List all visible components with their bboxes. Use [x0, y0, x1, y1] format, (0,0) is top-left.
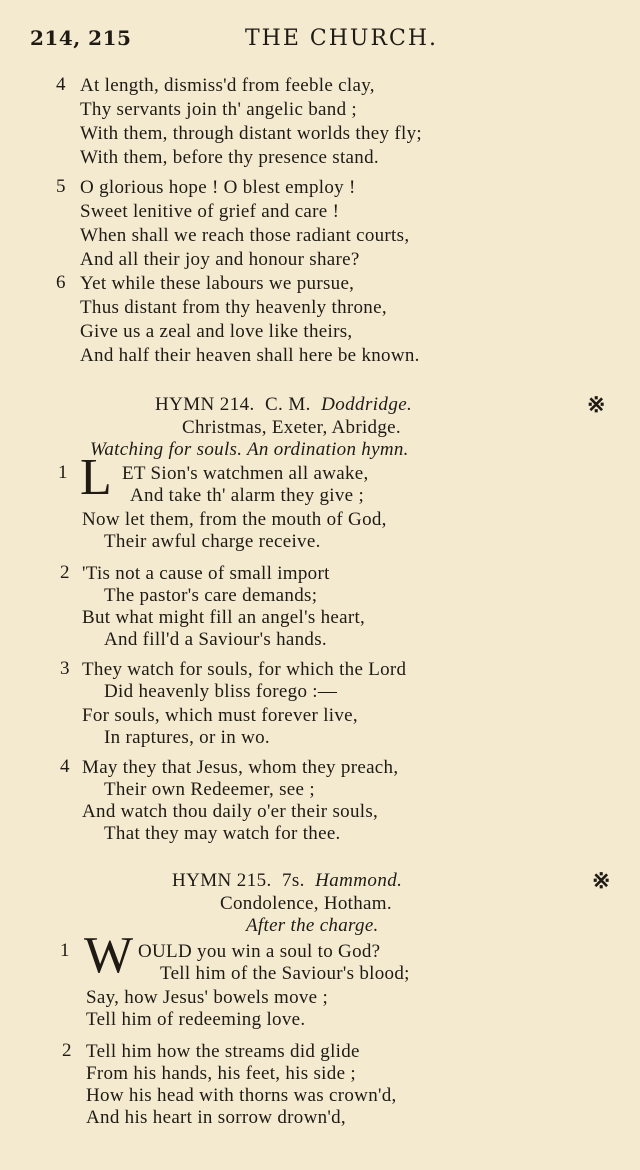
hymn-heading: HYMN 214. C. M. Doddridge.	[155, 394, 413, 415]
verse-line: Say, how Jesus' bowels move ;	[86, 987, 329, 1008]
verse-line: Their own Redeemer, see ;	[104, 779, 315, 800]
verse-line: 'Tis not a cause of small import	[82, 563, 330, 584]
stanza-number: 3	[60, 658, 70, 679]
stanza-number: 1	[58, 462, 68, 483]
page-header	[30, 26, 620, 58]
page-numbers: 214, 215	[30, 26, 132, 50]
verse-line: Now let them, from the mouth of God,	[82, 509, 387, 530]
verse-line: And all their joy and honour share?	[80, 249, 360, 270]
drop-capital: L	[80, 449, 112, 506]
verse-line: Tell him how the streams did glide	[86, 1041, 360, 1062]
hymn-heading: HYMN 215. 7s. Hammond.	[172, 870, 403, 891]
verse-line: Tell him of the Saviour's blood;	[160, 963, 410, 984]
verse-line: From his hands, his feet, his side ;	[86, 1063, 356, 1084]
hymn-subject: Watching for souls. An ordination hymn.	[90, 439, 409, 460]
stanza-number: 2	[60, 562, 70, 583]
verse-line: They watch for souls, for which the Lord	[82, 659, 407, 680]
stanza-number: 5	[56, 176, 66, 197]
stanza-number: 4	[60, 756, 70, 777]
verse-line: And half their heaven shall here be known.	[80, 345, 420, 366]
ornament-mark: ※	[592, 868, 611, 894]
tune-names: Christmas, Exeter, Abridge.	[182, 417, 401, 438]
stanza-number: 1	[60, 940, 70, 961]
verse-line: Their awful charge receive.	[104, 531, 321, 552]
verse-line: With them, through distant worlds they fly;	[80, 123, 422, 144]
verse-line: Sweet lenitive of grief and care !	[80, 201, 340, 222]
verse-line: But what might fill an angel's heart,	[82, 607, 366, 628]
verse-line: At length, dismiss'd from feeble clay,	[80, 75, 375, 96]
verse-line: And his heart in sorrow drown'd,	[86, 1107, 346, 1128]
stanza-number: 2	[62, 1040, 72, 1061]
verse-line: O glorious hope ! O blest employ !	[80, 177, 356, 198]
verse-line: May they that Jesus, whom they preach,	[82, 757, 399, 778]
verse-line: Thus distant from thy heavenly throne,	[80, 297, 387, 318]
verse-line: With them, before thy presence stand.	[80, 147, 379, 168]
stanza-number: 6	[56, 272, 66, 293]
tune-names: Condolence, Hotham.	[220, 893, 392, 914]
verse-line: And fill'd a Saviour's hands.	[104, 629, 327, 650]
verse-line: OULD you win a soul to God?	[138, 941, 381, 962]
drop-capital: W	[84, 927, 134, 984]
verse-line: That they may watch for thee.	[104, 823, 341, 844]
verse-line: How his head with thorns was crown'd,	[86, 1085, 397, 1106]
running-title: THE CHURCH.	[245, 26, 439, 51]
verse-line: In raptures, or in wo.	[104, 727, 270, 748]
verse-line: When shall we reach those radiant courts,	[80, 225, 410, 246]
verse-line: Give us a zeal and love like theirs,	[80, 321, 353, 342]
hymn-subject: After the charge.	[246, 915, 379, 936]
verse-line: And take th' alarm they give ;	[130, 485, 365, 506]
verse-line: ET Sion's watchmen all awake,	[122, 463, 369, 484]
verse-line: For souls, which must forever live,	[82, 705, 358, 726]
verse-line: The pastor's care demands;	[104, 585, 318, 606]
stanza-number: 4	[56, 74, 66, 95]
verse-line: Did heavenly bliss forego :—	[104, 681, 338, 702]
ornament-mark: ※	[587, 392, 606, 418]
verse-line: Yet while these labours we pursue,	[80, 273, 355, 294]
verse-line: Thy servants join th' angelic band ;	[80, 99, 357, 120]
verse-line: Tell him of redeeming love.	[86, 1009, 306, 1030]
verse-line: And watch thou daily o'er their souls,	[82, 801, 379, 822]
